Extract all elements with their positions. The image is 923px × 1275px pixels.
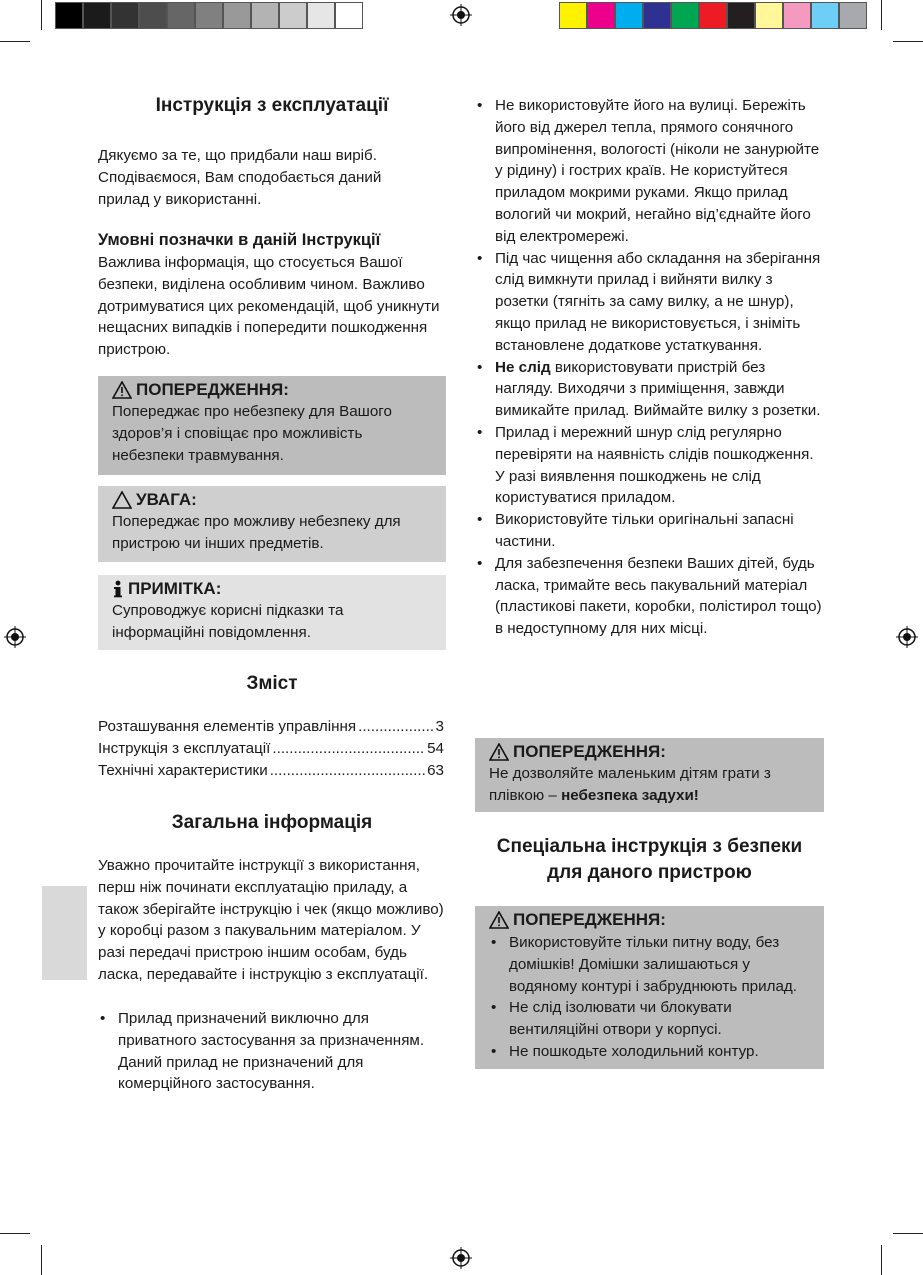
- child-warning-text: [489, 763, 810, 807]
- toc-row[interactable]: [98, 738, 444, 760]
- child-warning-bold: небезпека задухи!: [561, 786, 699, 804]
- toc-row[interactable]: [98, 716, 444, 738]
- color-swatch: [699, 2, 727, 29]
- child-warning-box: [475, 738, 824, 812]
- intro-text: Дякуємо за те, що придбали наш виріб. Сподіваємося, Вам сподобається даний прилад у використанні.: [98, 147, 382, 208]
- contents-heading: Зміст: [246, 673, 298, 694]
- safety-bullets: [475, 95, 825, 640]
- warning-triangle-icon: [112, 381, 132, 399]
- child-warning-plain: Не дозволяйте маленьким дітям грати з плівкою –: [489, 765, 771, 804]
- list-item-text: використовувати пристрій без нагляду. Виходячи з приміщення, завжди вимикайте прилад. Виймайте вилку з розетки.: [495, 358, 821, 420]
- color-swatch: [559, 2, 587, 29]
- color-swatch: [83, 2, 111, 29]
- toc-label: Розташування елементів управління: [98, 718, 357, 735]
- special-heading-line-1: Спеціальна інструкція з безпеки: [496, 836, 803, 857]
- color-swatch: [167, 2, 195, 29]
- child-warning-title: ПОПЕРЕДЖЕННЯ:: [513, 742, 666, 761]
- warning-text: Попереджає про небезпеку для Вашого здоров’я і сповіщає про можливість небезпеки травмування.: [112, 403, 392, 464]
- table-of-contents: [98, 716, 444, 782]
- general-text: Уважно прочитайте інструкції з використання, перш ніж починати експлуатацію приладу, а також зберігайте інструкцію і чек (якщо можливо) у коробці разом з пакувальним матеріалом. У разі передачі пристрою іншим особам, будь ласка, передавайте і інструкцію з експлуатації.: [98, 857, 444, 983]
- warning-box: [98, 376, 446, 475]
- note-text: Супроводжує корисні підказки та інформаційні повідомлення.: [112, 602, 344, 641]
- crop-mark: [41, 1245, 42, 1275]
- caution-box: [98, 486, 446, 562]
- list-item: • Не слід ізолювати чи блокувати вентиляційні отвори у корпусі.: [489, 997, 810, 1041]
- crop-mark: [893, 1233, 923, 1234]
- toc-label: Інструкція з експлуатації: [98, 740, 271, 757]
- crop-mark: [0, 1233, 30, 1234]
- list-item: • Для забезпечення безпеки Ваших дітей, будь ласка, тримайте весь пакувальний матеріал (пластикові пакети, коробки, полістирол тощо) в недоступному для них місці.: [475, 553, 825, 640]
- note-box: [98, 575, 446, 650]
- color-swatch: [223, 2, 251, 29]
- toc-page: 54: [427, 740, 444, 757]
- color-swatch: [111, 2, 139, 29]
- toc-row[interactable]: [98, 760, 444, 782]
- crop-mark: [881, 1245, 882, 1275]
- symbols-text: Важлива інформація, що стосується Вашої безпеки, виділена особливим чином. Важливо дотримуватися цих рекомендацій, щоб уникнути нещасних випадків і попередити пошкодження пристрою.: [98, 254, 440, 359]
- warning-triangle-icon: [489, 743, 509, 761]
- general-heading: Загальна інформація: [171, 812, 373, 833]
- note-title: ПРИМІТКА:: [128, 579, 222, 598]
- color-swatch: [643, 2, 671, 29]
- page-title: Інструкція з експлуатації: [155, 95, 389, 116]
- color-swatch: [839, 2, 867, 29]
- symbols-heading: Умовні позначки в даній Інструкції: [98, 231, 381, 249]
- caution-title: УВАГА:: [136, 490, 197, 509]
- list-item: • Прилад і мережний шнур слід регулярно перевіряти на наявність слідів пошкодження. У разі виявлення пошкоджень не слід користуватися приладом.: [475, 422, 825, 509]
- list-item: • Прилад призначений виключно для приватного застосування за призначенням. Даний прилад не призначений для комерційного застосування.: [98, 1008, 450, 1095]
- device-warning-title: ПОПЕРЕДЖЕННЯ:: [513, 910, 666, 929]
- special-heading-line-2: для даного пристрою: [547, 862, 752, 883]
- toc-page: 3: [435, 718, 444, 735]
- language-thumb-tab: [42, 886, 87, 980]
- caution-text: Попереджає про можливу небезпеку для пристрою чи інших предметів.: [112, 513, 401, 552]
- color-swatch: [755, 2, 783, 29]
- color-swatch: [279, 2, 307, 29]
- color-swatch: [139, 2, 167, 29]
- crop-mark: [41, 0, 42, 30]
- list-item: • Не використовуйте його на вулиці. Бережіть його від джерел тепла, прямого сонячного випромінення, вологості (ніколи не занурюйте у рідину) і гострих країв. Не користуйтеся приладом мокрими руками. Якщо прилад вологий чи мокрий, негайно від’єднайте його від електромережі.: [475, 95, 825, 248]
- registration-mark-icon: [896, 626, 918, 648]
- list-item-bold: Не слід: [495, 358, 551, 376]
- warning-triangle-icon: [489, 911, 509, 929]
- list-item: • Під час чищення або складання на зберігання слід вимкнути прилад і вийняти вилку з розетки (тягніть за саму вилку, а не шнур), якщо прилад не використовується, і зніміть встановлене додаткове устаткування.: [475, 248, 825, 357]
- crop-mark: [893, 41, 923, 42]
- color-swatch: [783, 2, 811, 29]
- crop-mark: [0, 41, 30, 42]
- color-swatch: [55, 2, 83, 29]
- toc-page: 63: [427, 762, 444, 779]
- warning-title: ПОПЕРЕДЖЕННЯ:: [136, 380, 289, 399]
- color-swatch: [251, 2, 279, 29]
- color-swatch: [811, 2, 839, 29]
- list-item: • Не пошкодьте холодильний контур.: [489, 1041, 810, 1063]
- registration-mark-icon: [4, 626, 26, 648]
- color-swatch: [727, 2, 755, 29]
- info-icon: [112, 580, 124, 598]
- list-item: • Використовуйте тільки оригінальні запасні частини.: [475, 509, 825, 553]
- crop-mark: [881, 0, 882, 30]
- registration-mark-icon: [450, 4, 472, 26]
- list-item: • Використовуйте тільки питну воду, без домішків! Домішки залишаються у водяному контурі і забруднюють прилад.: [489, 932, 810, 997]
- color-swatch: [335, 2, 363, 29]
- device-warning-box: [475, 906, 824, 1069]
- general-bullets: [98, 1008, 450, 1095]
- color-swatch: [195, 2, 223, 29]
- registration-mark-icon: [450, 1247, 472, 1269]
- caution-triangle-icon: [112, 491, 132, 509]
- color-swatch: [615, 2, 643, 29]
- color-swatch: [587, 2, 615, 29]
- list-item: [475, 357, 825, 422]
- color-swatch: [671, 2, 699, 29]
- toc-label: Технічні характеристики: [98, 762, 268, 779]
- color-swatch: [307, 2, 335, 29]
- device-warning-list: [489, 932, 810, 1063]
